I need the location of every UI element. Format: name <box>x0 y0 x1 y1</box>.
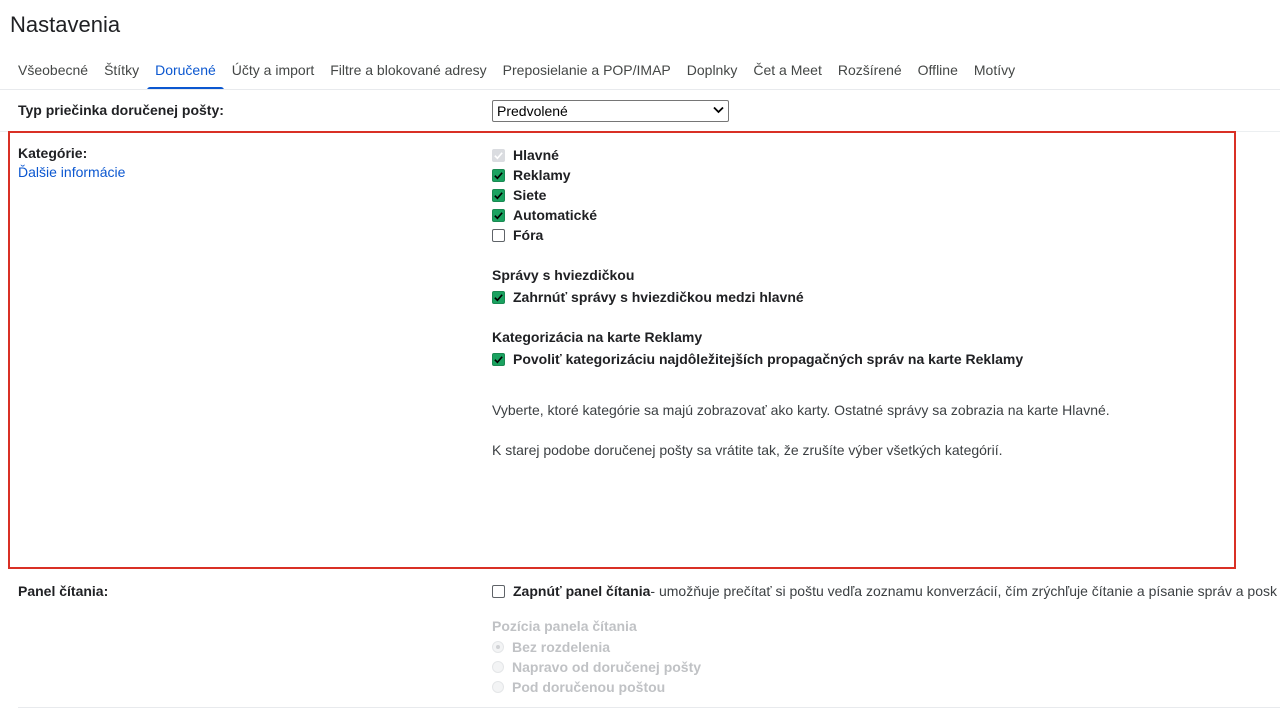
tab-offline[interactable]: Offline <box>917 62 958 78</box>
tabs-divider <box>0 89 1280 90</box>
tab-cet-a-meet[interactable]: Čet a Meet <box>753 62 822 78</box>
checkbox-checked-icon <box>492 209 505 222</box>
category-automaticke[interactable] <box>492 206 597 224</box>
radio-selected-icon <box>492 641 504 653</box>
position-below-inbox[interactable] <box>492 678 665 696</box>
category-hlavne[interactable] <box>492 146 559 164</box>
category-label: Automatické <box>513 207 598 223</box>
radio-unselected-icon <box>492 661 504 673</box>
starred-heading: Správy s hviezdičkou <box>492 267 635 283</box>
tab-doplnky[interactable]: Doplnky <box>686 62 738 78</box>
reading-pane-position-heading: Pozícia panela čítania <box>492 618 637 634</box>
tab-motivy[interactable]: Motívy <box>973 62 1016 78</box>
tab-rozsirene[interactable]: Rozšírené <box>837 62 902 78</box>
checkbox-unchecked-icon <box>492 585 505 598</box>
starred-option-label: Zahrnúť správy s hviezdičkou medzi hlavné <box>513 289 804 305</box>
checkbox-checked-icon <box>492 169 505 182</box>
promo-heading: Kategorizácia na karte Reklamy <box>492 329 703 345</box>
checkbox-unchecked-icon <box>492 229 505 242</box>
category-fora[interactable] <box>492 226 543 244</box>
promo-option[interactable] <box>492 350 1023 368</box>
tab-dorucene[interactable]: Doručené <box>147 52 224 90</box>
category-siete[interactable] <box>492 186 546 204</box>
categories-info-text: Vyberte, ktoré kategórie sa majú zobrazovať ako karty. Ostatné správy sa zobrazia na karte Hlavné. <box>492 402 1110 418</box>
chevron-down-icon <box>713 106 724 117</box>
inbox-type-label: Typ priečinka doručenej pošty: <box>18 102 224 118</box>
promo-option-label: Povoliť kategorizáciu najdôležitejších propagačných správ na karte Reklamy <box>513 351 1024 367</box>
reading-pane-description: - umožňuje prečítať si poštu vedľa zoznamu konverzácií, čím zrýchľuje čítanie a písanie správ a posk <box>650 583 1278 599</box>
position-right-of-inbox[interactable] <box>492 658 701 676</box>
settings-tabs <box>10 52 1023 90</box>
radio-unselected-icon <box>492 681 504 693</box>
position-label: Pod doručenou poštou <box>512 679 666 695</box>
starred-option[interactable] <box>492 288 804 306</box>
checkbox-checked-icon <box>492 353 505 366</box>
category-label: Siete <box>513 187 547 203</box>
reading-pane-enable[interactable] <box>492 582 1277 600</box>
checkbox-checked-icon <box>492 189 505 202</box>
learn-more-link[interactable]: Ďalšie informácie <box>18 164 126 180</box>
tab-preposielanie[interactable]: Preposielanie a POP/IMAP <box>502 62 671 78</box>
category-label: Reklamy <box>513 167 571 183</box>
categories-label: Kategórie: <box>18 145 88 161</box>
inbox-type-selected: Predvolené <box>497 103 568 119</box>
tab-ucty-a-import[interactable]: Účty a import <box>231 62 315 78</box>
position-label: Bez rozdelenia <box>512 639 611 655</box>
categories-reset-info-text: K starej podobe doručenej pošty sa vrátite tak, že zrušíte výber všetkých kategórií. <box>492 442 1003 458</box>
row-divider <box>18 707 1280 708</box>
checkbox-checked-icon <box>492 291 505 304</box>
reading-pane-label: Panel čítania: <box>18 583 109 599</box>
tab-stitky[interactable]: Štítky <box>104 62 140 78</box>
checkbox-checked-disabled-icon <box>492 149 505 162</box>
tab-vseobecne[interactable]: Všeobecné <box>18 62 89 78</box>
position-label: Napravo od doručenej pošty <box>512 659 702 675</box>
reading-pane-enable-label: Zapnúť panel čítania <box>513 583 651 599</box>
inbox-type-select[interactable] <box>492 100 729 122</box>
position-no-split[interactable] <box>492 638 610 656</box>
page-title: Nastavenia <box>10 12 121 37</box>
category-label: Fóra <box>513 227 544 243</box>
tab-filtre[interactable]: Filtre a blokované adresy <box>330 62 487 78</box>
category-reklamy[interactable] <box>492 166 571 184</box>
category-label: Hlavné <box>513 147 559 163</box>
